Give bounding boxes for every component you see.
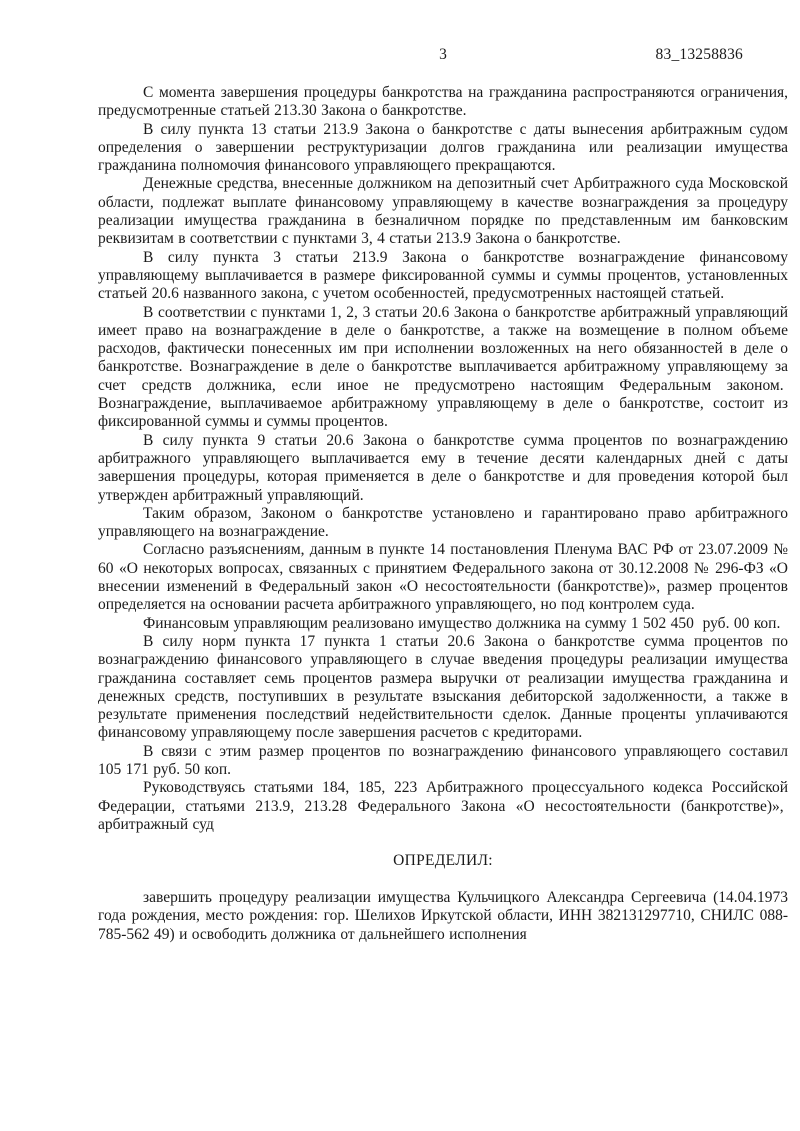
- paragraph-plenum-explanation: Согласно разъяснениям, данным в пункте 14 постановления Пленума ВАС РФ от 23.07.2009 № 60 «О некоторых вопросах, связанных с принятием Федерального закона от 30.12.2008 № 296-ФЗ «О внесении изменений в Федеральный закон «О несостоятельности (банкротстве)», размер процентов определяется на основании расчета арбитражного управляющего, но под контролем суда.: [98, 541, 788, 614]
- paragraph-deposit-funds: Денежные средства, внесенные должником на депозитный счет Арбитражного суда Московской области, подлежат выплате финансовому управляющему в качестве вознаграждения за процедуру реализации имущества гражданина в безналичном порядке по представленным им банковским реквизитам в соответствии с пунктами 3, 4 статьи 213.9 Закона о банкротстве.: [98, 175, 788, 248]
- paragraph-percent-amount: В связи с этим размер процентов по вознаграждению финансового управляющего составил 105 171 руб. 50 коп.: [98, 742, 788, 778]
- page-header: [98, 46, 788, 65]
- paragraph-conclusion-right: Таким образом, Законом о банкротстве установлено и гарантировано право арбитражного управляющего на вознаграждение.: [98, 504, 788, 541]
- paragraph-article-213-9-p13: В силу пункта 13 статьи 213.9 Закона о банкротстве с даты вынесения арбитражным судом определения о завершении реструктуризации долгов гражданина или реализации имущества гражданина полномочия финансового управляющего прекращаются.: [98, 120, 788, 175]
- paragraph-restrictions: С момента завершения процедуры банкротства на гражданина распространяются ограничения, предусмотренные статьей 213.30 Закона о банкротстве.: [98, 84, 788, 120]
- paragraph-seven-percent-rule: В силу норм пункта 17 пункта 1 статьи 20.6 Закона о банкротстве сумма процентов по вознаграждению финансового управляющего в случае введения процедуры реализации имущества гражданина составляет семь процентов размера выручки от реализации имущества гражданина и денежных средств, поступивших в результате взыскания дебиторской задолженности, а также в результате применения последствий недействительности сделок. Данные проценты уплачиваются финансовому управляющему после завершения расчетов с кредиторами.: [98, 632, 788, 742]
- paragraph-article-213-9-p3: В силу пункта 3 статьи 213.9 Закона о банкротстве вознаграждение финансовому управляющему выплачивается в размере фиксированной суммы и суммы процентов, установленных статьей 20.6 названного закона, с учетом особенностей, предусмотренных настоящей статьей.: [98, 248, 788, 303]
- paragraph-article-20-6-p9: В силу пункта 9 статьи 20.6 Закона о банкротстве сумма процентов по вознаграждению арбитражного управляющего выплачивается ему в течение десяти календарных дней с даты завершения процедуры, которая применяется в деле о банкротстве и для проведения которой был утвержден арбитражный управляющий.: [98, 431, 788, 504]
- ruling-paragraph-complete-procedure: завершить процедуру реализации имущества Кульчицкого Александра Сергеевича (14.04.1973 года рождения, место рождения: гор. Шелихов Иркутской области, ИНН 382131297710, СНИЛС 088-785-562 49) и освободить должника от дальнейшего исполнения: [98, 889, 788, 943]
- case-stamp-number: 83_13258836: [655, 46, 743, 63]
- paragraph-realized-sum: Финансовым управляющим реализовано имущество должника на сумму 1 502 450 руб. 00 коп.: [143, 614, 781, 632]
- document-body: [98, 84, 788, 944]
- paragraph-guided-by-articles: Руководствуясь статьями 184, 185, 223 Арбитражного процессуального кодекса Российской Федерации, статьями 213.9, 213.28 Федерального Закона «О несостоятельности (банкротстве)», арбитражный суд: [98, 779, 788, 833]
- page-number: 3: [439, 46, 447, 63]
- ruling-heading: ОПРЕДЕЛИЛ:: [393, 852, 493, 870]
- paragraph-article-20-6-p123: В соответствии с пунктами 1, 2, 3 статьи 20.6 Закона о банкротстве арбитражный управляющий имеет право на вознаграждение в деле о банкротстве, а также на возмещение в полном объеме расходов, фактически понесенных им при исполнении возложенных на него обязанностей в деле о банкротстве. Вознаграждение в деле о банкротстве выплачивается арбитражному управляющему за счет средств должника, если иное не предусмотрено настоящим Федеральным законом. Вознаграждение, выплачиваемое арбитражному управляющему в деле о банкротстве, состоит из фиксированной суммы и суммы процентов.: [98, 303, 788, 431]
